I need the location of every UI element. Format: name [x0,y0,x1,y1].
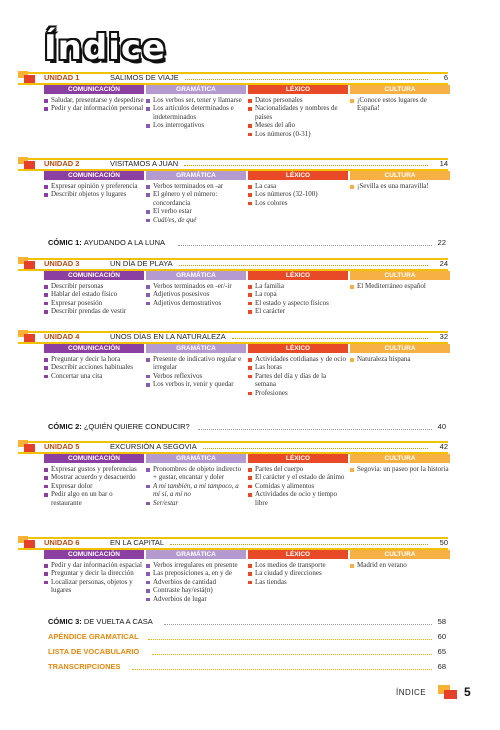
unit-label: UNIDAD 4 [44,332,80,341]
column-gramatica: GRAMÁTICA Presente de indicativo regular e irregular Verbos reflexivos Los verbos ir, venir y quedar [146,344,246,389]
unit-page: 32 [439,332,448,341]
list-item: Adjetivos posesivos [146,290,246,298]
unit-name: EXCURSIÓN A SEGOVIA [110,442,197,451]
list-item: Profesiones [248,389,348,397]
column-cultura: CULTURA ¡Conoce estos lugares de España! [350,85,450,113]
list-item: Los artículos determinados e indeterminados [146,104,246,121]
list-item: El género y el número: concordancia [146,190,246,207]
list-item: Verbos reflexivos [146,372,246,380]
column-cultura: CULTURA Segovia: un paseo por la historia [350,454,450,473]
list-item: Expresar opinión y preferencia [44,182,144,190]
list-item: Pedir y dar información personal [44,104,144,112]
list-item: Pedir y dar información espacial [44,561,144,569]
list-item: Las preposiciones a, en y de [146,569,246,577]
unit-name: UNOS DÍAS EN LA NATURALEZA [110,332,226,341]
unit-name: EN LA CAPITAL [110,538,165,547]
list-item: ¡Sevilla es una maravilla! [350,182,450,190]
column-lexico: LÉXICO Datos personales Nacionalidades y nombres de países Meses del año Los números (0-31) [248,85,348,138]
list-item: Los números (32-100) [248,190,348,198]
list-item: La ciudad y direcciones [248,569,348,577]
list-item: Describir acciones habituales [44,363,144,371]
list-item: Expresar dolor [44,482,144,490]
column-gramatica: GRAMÁTICA Verbos irregulares en presente Las preposiciones a, en y de Adverbios de cantidad Contraste hay/está(n) Adverbios de lugar [146,550,246,603]
list-item: Mostrar acuerdo y desacuerdo [44,473,144,481]
list-item: Verbos terminados en -ar [146,182,246,190]
list-item: Nacionalidades y nombres de países [248,104,348,121]
list-item: Cuál/es, de qué [146,216,246,224]
list-item: Pedir algo en un bar o restaurante [44,490,144,507]
column-comunicacion: COMUNICACIÓN Pedir y dar información espacial Preguntar y decir la dirección Localizar personas, objetos y lugares [44,550,144,595]
column-comunicacion: COMUNICACIÓN Describir personas Hablar del estado físico Expresar posesión Describir prendas de vestir [44,271,144,316]
unit-name: VISITAMOS A JUAN [110,159,179,168]
list-item: Expresar gustos y preferencias [44,465,144,473]
unit-label: UNIDAD 3 [44,259,80,268]
list-item: El carácter [248,307,348,315]
column-cultura: CULTURA El Mediterráneo español [350,271,450,290]
footer-label: ÍNDICE [396,688,427,697]
unit-4 [18,331,448,397]
list-item: Madrid en verano [350,561,450,569]
list-item: Los interrogativos [146,121,246,129]
list-item: Localizar personas, objetos y lugares [44,578,144,595]
column-comunicacion: COMUNICACIÓN Expresar gustos y preferencias Mostrar acuerdo y desacuerdo Expresar dolor Pedir algo en un bar o restaurante [44,454,144,507]
list-item: La casa [248,182,348,190]
unit-page: 50 [439,538,448,547]
list-item: Las horas [248,363,348,371]
unit-squares-icon [18,536,40,548]
list-item: Segovia: un paseo por la historia [350,465,450,473]
list-item: Expresar posesión [44,299,144,307]
list-item: Ser/estar [146,499,246,507]
list-item: Los medios de transporte [248,561,348,569]
appendix-entry[interactable]: TRANSCRIPCIONES 68 [48,662,446,671]
list-item: Las tiendas [248,578,348,586]
list-item: Concertar una cita [44,372,144,380]
unit-header [18,258,448,271]
list-item: Preguntar y decir la hora [44,355,144,363]
unit-squares-icon [18,440,40,452]
page-title: Índice [44,28,167,68]
column-gramatica: GRAMÁTICA Verbos terminados en -ar El género y el número: concordancia El verbo estar Cuál/es, de qué [146,171,246,224]
column-lexico: LÉXICO La familia La ropa El estado y aspecto físicos El carácter [248,271,348,316]
appendix-entry[interactable]: APÉNDICE GRAMATICAL 60 [48,632,446,641]
list-item: Hablar del estado físico [44,290,144,298]
list-item: Partes del día y días de la semana [248,372,348,389]
column-gramatica: GRAMÁTICA Verbos terminados en -er/-ir Adjetivos posesivos Adjetivos demostrativos [146,271,246,307]
list-item: Preguntar y decir la dirección [44,569,144,577]
list-item: La ropa [248,290,348,298]
column-cultura: CULTURA Madrid en verano [350,550,450,569]
column-lexico: LÉXICO Los medios de transporte La ciudad y direcciones Las tiendas [248,550,348,586]
list-item: Partes del cuerpo [248,465,348,473]
list-item: Contraste hay/está(n) [146,586,246,594]
list-item: Describir objetos y lugares [44,190,144,198]
list-item: La familia [248,282,348,290]
list-item: El Mediterráneo español [350,282,450,290]
list-item: ¡Conoce estos lugares de España! [350,96,450,113]
column-comunicacion: COMUNICACIÓN Preguntar y decir la hora Describir acciones habituales Concertar una cita [44,344,144,380]
footer-squares-icon [438,685,460,699]
unit-header [18,72,448,85]
list-item: Los números (0-31) [248,130,348,138]
column-comunicacion: COMUNICACIÓN Saludar, presentarse y despedirse Pedir y dar información personal [44,85,144,113]
list-item: Adverbios de cantidad [146,578,246,586]
list-item: Verbos irregulares en presente [146,561,246,569]
column-comunicacion: COMUNICACIÓN Expresar opinión y preferencia Describir objetos y lugares [44,171,144,199]
list-item: Adjetivos demostrativos [146,299,246,307]
list-item: A mí también, a mí tampoco, a mí sí, a mí no [146,482,246,499]
list-item: El estado y aspecto físicos [248,299,348,307]
list-item: Naturaleza hispana [350,355,450,363]
comic-page: 40 [437,422,446,431]
list-item: Los verbos ser, tener y llamarse [146,96,246,104]
column-lexico: LÉXICO La casa Los números (32-100) Los colores [248,171,348,207]
unit-label: UNIDAD 2 [44,159,80,168]
unit-1 [18,72,448,138]
unit-header [18,331,448,344]
unit-squares-icon [18,71,40,83]
unit-page: 6 [443,73,448,82]
list-item: Datos personales [248,96,348,104]
unit-label: UNIDAD 5 [44,442,80,451]
list-item: Los verbos ir, venir y quedar [146,380,246,388]
list-item: Verbos terminados en -er/-ir [146,282,246,290]
unit-header [18,537,448,550]
unit-2 [18,158,448,224]
unit-header [18,158,448,171]
list-item: El carácter y el estado de ánimo [248,473,348,481]
comic-page: 58 [437,617,446,626]
list-item: Describir prendas de vestir [44,307,144,315]
list-item: Los colores [248,199,348,207]
unit-squares-icon [18,157,40,169]
column-gramatica: GRAMÁTICA Pronombres de objeto indirecto + gustar, encantar y doler A mí también, a mí tampoco, a mí sí, a mí no Ser/estar [146,454,246,507]
unit-page: 14 [439,159,448,168]
comic-entry[interactable]: CÓMIC 2: ¿QUIÉN QUIERE CONDUCIR? 40 [48,422,446,431]
unit-squares-icon [18,257,40,269]
column-cultura: CULTURA ¡Sevilla es una maravilla! [350,171,450,190]
list-item: Actividades de ocio y tiempo libre [248,490,348,507]
comic-entry[interactable]: CÓMIC 3: DE VUELTA A CASA 58 [48,617,446,626]
page-number: 5 [464,685,471,699]
list-item: Comidas y alimentos [248,482,348,490]
unit-label: UNIDAD 1 [44,73,80,82]
list-item: Pronombres de objeto indirecto + gustar, encantar y doler [146,465,246,482]
list-item: Actividades cotidianas y de ocio [248,355,348,363]
list-item: Saludar, presentarse y despedirse [44,96,144,104]
unit-page: 24 [439,259,448,268]
column-lexico: LÉXICO Actividades cotidianas y de ocio Las horas Partes del día y días de la semana Profesiones [248,344,348,397]
unit-squares-icon [18,330,40,342]
appendix-entry[interactable]: LISTA DE VOCABULARIO 65 [48,647,446,656]
unit-label: UNIDAD 6 [44,538,80,547]
list-item: El verbo estar [146,207,246,215]
unit-page: 42 [439,442,448,451]
list-item: Describir personas [44,282,144,290]
column-lexico: LÉXICO Partes del cuerpo El carácter y el estado de ánimo Comidas y alimentos Actividades de ocio y tiempo libre [248,454,348,507]
comic-page: 22 [437,238,446,247]
list-item: Meses del año [248,121,348,129]
comic-entry[interactable]: CÓMIC 1: AYUDANDO A LA LUNA 22 [48,238,446,247]
unit-6 [18,537,448,603]
column-cultura: CULTURA Naturaleza hispana [350,344,450,363]
unit-5 [18,441,449,507]
unit-header [18,441,448,454]
list-item: Adverbios de lugar [146,595,246,603]
unit-3 [18,258,448,316]
unit-name: UN DÍA DE PLAYA [110,259,173,268]
unit-name: SALIMOS DE VIAJE [110,73,179,82]
list-item: Presente de indicativo regular e irregular [146,355,246,372]
column-gramatica: GRAMÁTICA Los verbos ser, tener y llamarse Los artículos determinados e indeterminados Los interrogativos [146,85,246,130]
